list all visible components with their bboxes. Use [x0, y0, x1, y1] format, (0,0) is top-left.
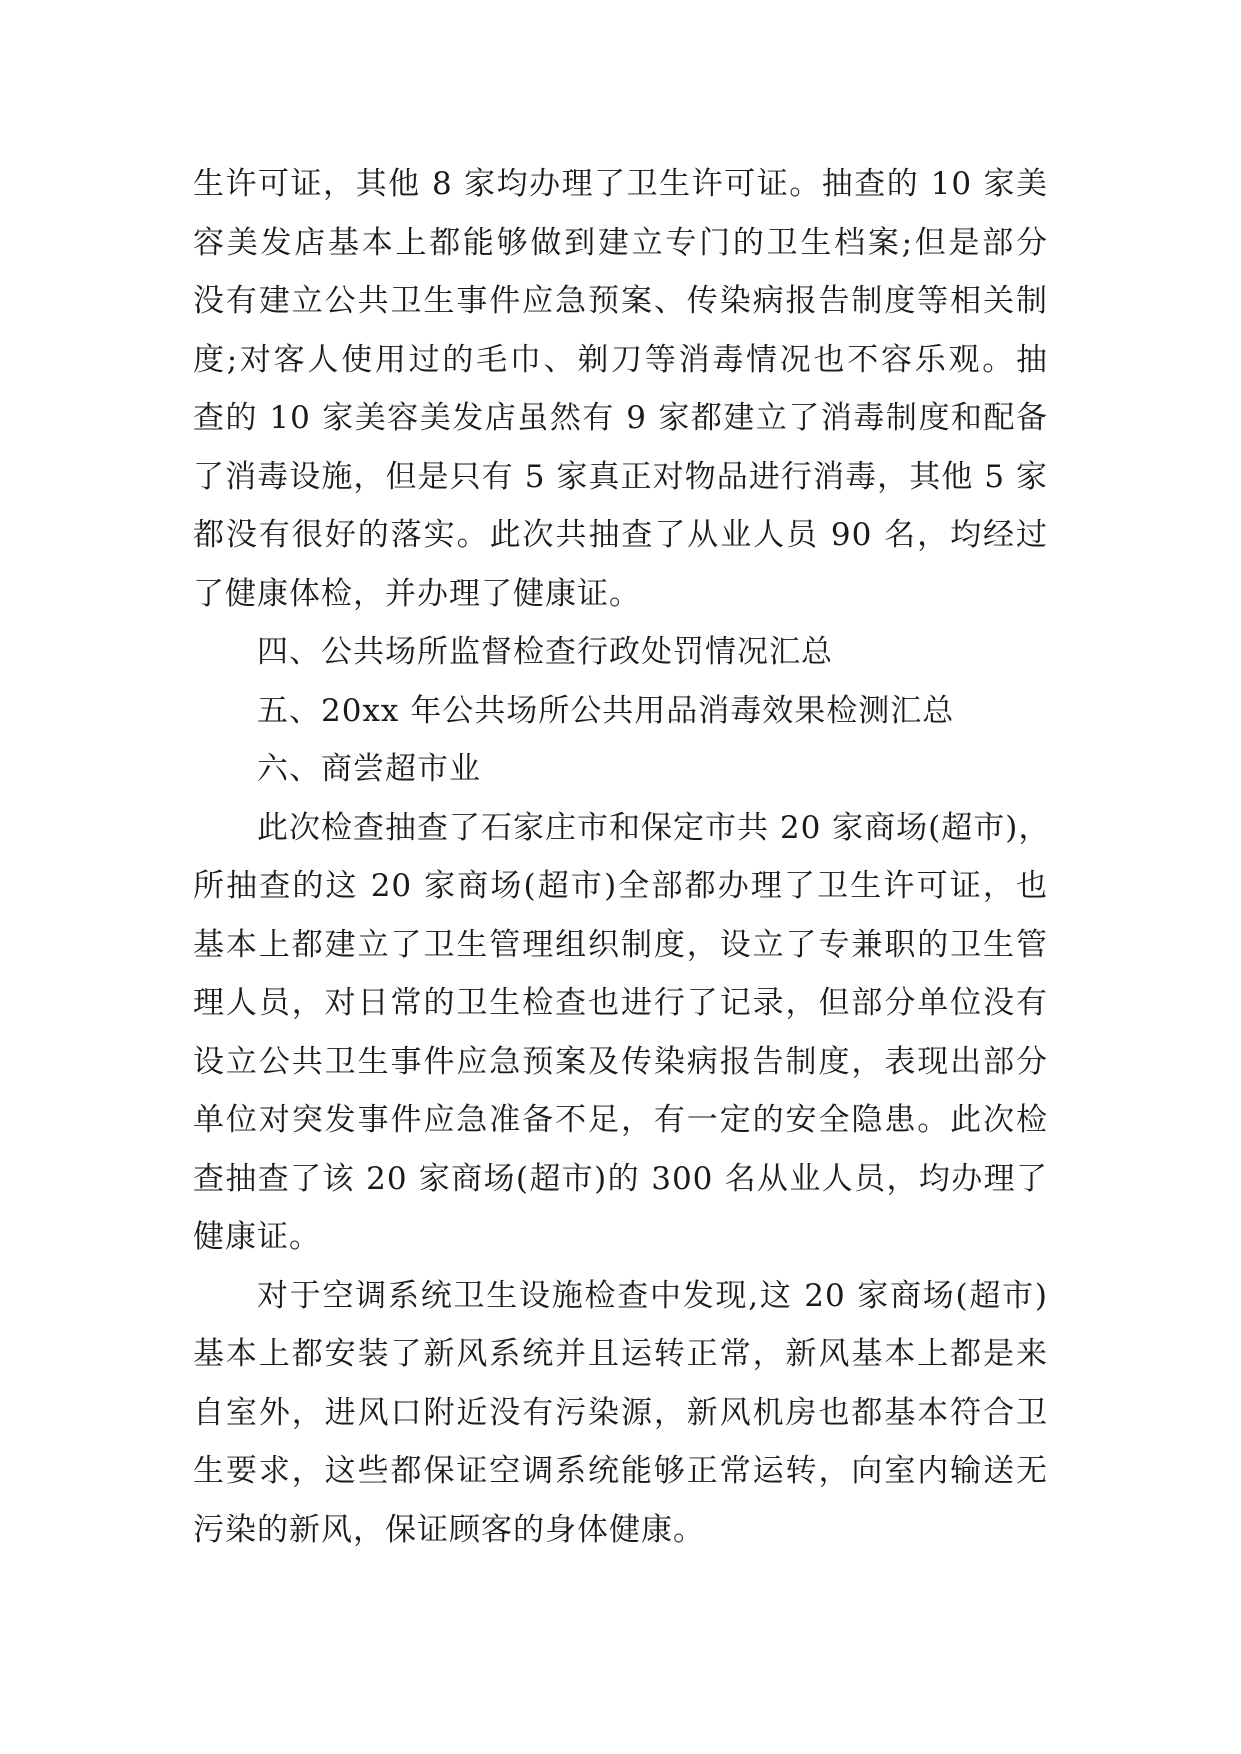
text-line: 对于空调系统卫生设施检查中发现,这 20 家商场(超市) — [257, 1277, 1048, 1314]
section-heading-4: 四、公共场所监督检查行政处罚情况汇总 — [257, 634, 833, 670]
text-line: 设立公共卫生事件应急预案及传染病报告制度，表现出部分 — [193, 1043, 1048, 1080]
section-heading-5: 五、20xx 年公共场所公共用品消毒效果检测汇总 — [257, 692, 955, 729]
text-line: 健康证。 — [193, 1219, 321, 1255]
text-line: 没有建立公共卫生事件应急预案、传染病报告制度等相关制 — [193, 283, 1048, 319]
text-line: 度;对客人使用过的毛巾、剃刀等消毒情况也不容乐观。抽 — [193, 341, 1048, 378]
text-line: 查抽查了该 20 家商场(超市)的 300 名从业人员，均办理了 — [193, 1160, 1048, 1197]
text-line: 了消毒设施，但是只有 5 家真正对物品进行消毒，其他 5 家 — [193, 458, 1048, 495]
text-line: 容美发店基本上都能够做到建立专门的卫生档案;但是部分 — [193, 224, 1048, 261]
text-line: 所抽查的这 20 家商场(超市)全部都办理了卫生许可证，也 — [193, 868, 1048, 904]
paragraph-air-conditioning — [193, 1267, 1048, 1560]
text-line: 基本上都建立了卫生管理组织制度，设立了专兼职的卫生管 — [193, 926, 1048, 963]
text-line: 此次检查抽查了石家庄市和保定市共 20 家商场(超市)， — [257, 809, 1051, 846]
document-page — [193, 155, 1051, 1559]
text-line: 污染的新风，保证顾客的身体健康。 — [193, 1511, 705, 1548]
paragraph-supermarkets — [193, 799, 1051, 1267]
text-line: 都没有很好的落实。此次共抽查了从业人员 90 名，均经过 — [193, 517, 1048, 553]
text-line: 生要求，这些都保证空调系统能够正常运转，向室内输送无 — [193, 1453, 1048, 1489]
text-line: 单位对突发事件应急准备不足，有一定的安全隐患。此次检 — [193, 1102, 1048, 1138]
text-line: 生许可证，其他 8 家均办理了卫生许可证。抽查的 10 家美 — [193, 166, 1048, 202]
text-line: 了健康体检，并办理了健康证。 — [193, 575, 641, 612]
text-line: 查的 10 家美容美发店虽然有 9 家都建立了消毒制度和配备 — [193, 400, 1048, 436]
text-line: 理人员，对日常的卫生检查也进行了记录，但部分单位没有 — [193, 985, 1048, 1021]
paragraph-hygiene-salons — [193, 155, 1048, 623]
section-heading-6: 六、商尝超市业 — [257, 751, 481, 787]
text-line: 基本上都安装了新风系统并且运转正常，新风基本上都是来 — [193, 1336, 1048, 1372]
text-line: 自室外，进风口附近没有污染源，新风机房也都基本符合卫 — [193, 1394, 1048, 1431]
